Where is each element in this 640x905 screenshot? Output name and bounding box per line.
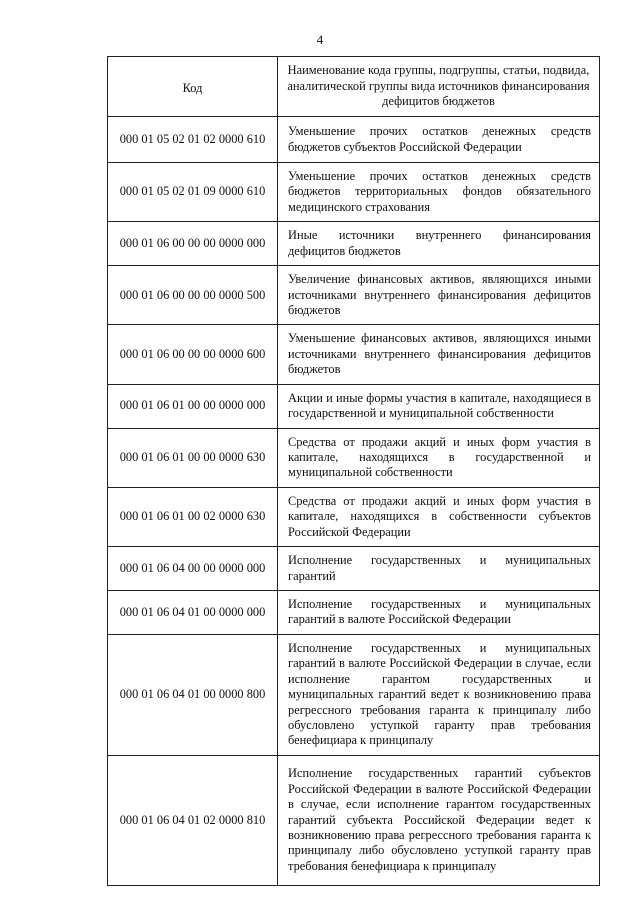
- row-name: Уменьшение прочих остатков денежных средств бюджетов субъектов Российской Федерации: [278, 117, 600, 163]
- row-name: Уменьшение финансовых активов, являющихся иными источниками внутреннего финансирования дефицитов бюджетов: [278, 325, 600, 384]
- row-name: Исполнение государственных и муниципальных гарантий в валюте Российской Федерации: [278, 590, 600, 634]
- row-code: 000 01 06 01 00 00 0000 000: [108, 384, 278, 428]
- column-header-name: Наименование кода группы, подгруппы, статьи, подвида, аналитической группы вида источников финансирования дефицитов бюджетов: [278, 57, 600, 117]
- row-code: 000 01 06 04 00 00 0000 000: [108, 547, 278, 591]
- row-name: Средства от продажи акций и иных форм участия в капитале, находящихся в государственной и муниципальной собственности: [278, 428, 600, 487]
- table-row: [108, 487, 600, 546]
- table-row: [108, 325, 600, 384]
- row-name: Средства от продажи акций и иных форм участия в капитале, находящихся в собственности субъектов Российской Федерации: [278, 487, 600, 546]
- row-name: Акции и иные формы участия в капитале, находящиеся в государственной и муниципальной собственности: [278, 384, 600, 428]
- table-row: [108, 547, 600, 591]
- table-row: [108, 222, 600, 266]
- row-code: 000 01 06 01 00 00 0000 630: [108, 428, 278, 487]
- row-name: Уменьшение прочих остатков денежных средств бюджетов территориальных фондов обязательного медицинского страхования: [278, 163, 600, 222]
- table-header-row: [108, 57, 600, 117]
- row-code: 000 01 05 02 01 09 0000 610: [108, 163, 278, 222]
- row-code: 000 01 05 02 01 02 0000 610: [108, 117, 278, 163]
- row-name: Исполнение государственных гарантий субъектов Российской Федерации в валюте Российской Федерации в случае, если исполнение гарантом государственных гарантий субъекта Российской Федерации ведет к возникновению права регрессного требования гаранта к принципалу либо обусловлено уступкой гаранту прав требования бенефициара к принципалу: [278, 755, 600, 885]
- row-code: 000 01 06 01 00 02 0000 630: [108, 487, 278, 546]
- table-row: [108, 428, 600, 487]
- row-code: 000 01 06 04 01 00 0000 800: [108, 634, 278, 755]
- table-row: [108, 384, 600, 428]
- row-name: Увеличение финансовых активов, являющихся иными источниками внутреннего финансирования дефицитов бюджетов: [278, 266, 600, 325]
- table-row: [108, 634, 600, 755]
- row-name: Иные источники внутреннего финансирования дефицитов бюджетов: [278, 222, 600, 266]
- row-code: 000 01 06 04 01 00 0000 000: [108, 590, 278, 634]
- page-number: 4: [316, 32, 324, 47]
- table-row: [108, 117, 600, 163]
- row-code: 000 01 06 00 00 00 0000 000: [108, 222, 278, 266]
- table-row: [108, 590, 600, 634]
- table-row: [108, 266, 600, 325]
- table-row: [108, 755, 600, 885]
- row-code: 000 01 06 04 01 02 0000 810: [108, 755, 278, 885]
- row-code: 000 01 06 00 00 00 0000 500: [108, 266, 278, 325]
- row-name: Исполнение государственных и муниципальных гарантий в валюте Российской Федерации в случае, если исполнение гарантом государственных и муниципальных гарантий ведет к возникновению права регрессного требования гаранта к принципалу либо обусловлено уступкой гаранту прав требования бенефициара к принципалу: [278, 634, 600, 755]
- budget-codes-table: [107, 56, 600, 886]
- column-header-code: Код: [108, 57, 278, 117]
- row-name: Исполнение государственных и муниципальных гарантий: [278, 547, 600, 591]
- table-row: [108, 163, 600, 222]
- row-code: 000 01 06 00 00 00 0000 600: [108, 325, 278, 384]
